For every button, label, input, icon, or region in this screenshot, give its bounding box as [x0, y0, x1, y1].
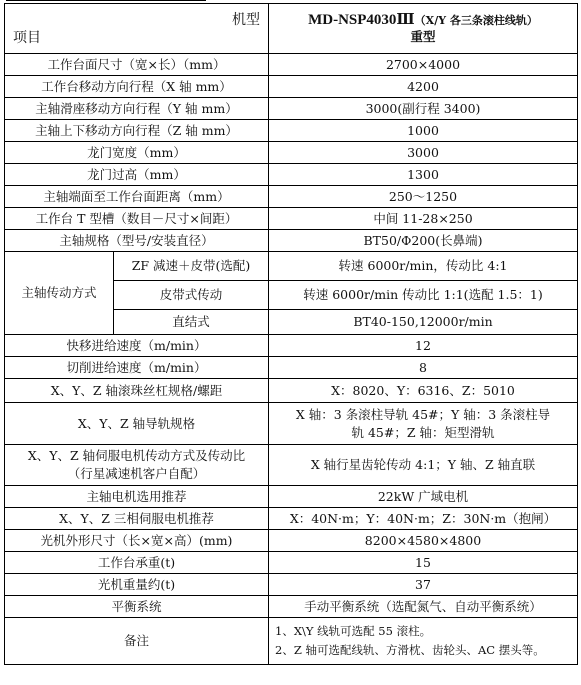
guide-value	[269, 403, 578, 445]
servo-row	[5, 445, 578, 486]
model-note: （X/Y 各三条滚柱线轨）	[414, 14, 538, 27]
table-row	[5, 142, 578, 164]
table-row	[5, 508, 578, 530]
servo-label	[5, 445, 269, 486]
row-label: X、Y、Z 轴滚珠丝杠规格/螺距	[5, 379, 269, 403]
table-row	[5, 574, 578, 596]
header-diagonal-cell	[5, 4, 269, 54]
guide-value-line1: X 轴：3 条滚柱导轨 45#；Y 轴：3 条滚柱导	[295, 406, 551, 422]
drive-item-value: 转速 6000r/min，传动比 4:1	[269, 252, 578, 281]
row-label: 快移进给速度（m/min）	[5, 335, 269, 357]
row-value: 中间 11-28×250	[269, 208, 578, 230]
row-label: 光机外形尺寸（长×宽×高）(mm)	[5, 530, 269, 552]
drive-item-label: 直结式	[114, 310, 269, 335]
row-value: 3000(副行程 3400)	[269, 98, 578, 120]
table-row	[5, 76, 578, 98]
spec-table	[4, 3, 578, 665]
guide-row	[5, 403, 578, 445]
row-label: 主轴规格（型号/安装直径）	[5, 230, 269, 252]
table-row	[5, 552, 578, 574]
row-label: 工作台 T 型槽（数目－尺寸×间距）	[5, 208, 269, 230]
row-value: 1000	[269, 120, 578, 142]
drive-row	[5, 252, 578, 281]
servo-value: X 轴行星齿轮传动 4:1；Y 轴、Z 轴直联	[269, 445, 578, 486]
model-type: 重型	[410, 29, 436, 44]
row-label: 龙门宽度（mm）	[5, 142, 269, 164]
table-row	[5, 335, 578, 357]
table-row	[5, 530, 578, 552]
row-label: X、Y、Z 三相伺服电机推荐	[5, 508, 269, 530]
row-value: 37	[269, 574, 578, 596]
row-value: 12	[269, 335, 578, 357]
notes-value	[269, 618, 578, 665]
row-label: 工作台面尺寸（宽×长）（mm）	[5, 54, 269, 76]
drive-group-label: 主轴传动方式	[5, 252, 114, 335]
row-label: 切削进给速度（m/min）	[5, 357, 269, 379]
table-row	[5, 230, 578, 252]
row-value: X：40N·m；Y：40N·m；Z：30N·m（抱闸）	[269, 508, 578, 530]
table-row	[5, 596, 578, 618]
model-header-cell	[269, 4, 578, 54]
servo-label-line2: （行星减速机客户自配）	[67, 466, 206, 481]
model-label: 机型	[232, 11, 260, 28]
row-value: 22kW 广域电机	[269, 486, 578, 508]
table-row	[5, 98, 578, 120]
table-row	[5, 486, 578, 508]
item-label: 项目	[13, 29, 41, 46]
guide-value-line2: 轨 45#；Z 轴：矩型滑轨	[351, 424, 495, 440]
row-label: 光机重量约(t)	[5, 574, 269, 596]
drive-item-value: BT40-150,12000r/min	[269, 310, 578, 335]
table-row	[5, 164, 578, 186]
header-row	[5, 4, 578, 54]
table-row	[5, 208, 578, 230]
table-row	[5, 54, 578, 76]
row-label: 主轴电机选用推荐	[5, 486, 269, 508]
drive-item-value: 转速 6000r/min 传动比 1:1(选配 1.5：1)	[269, 281, 578, 310]
notes-row	[5, 618, 578, 665]
row-value: BT50/Φ200(长鼻端)	[269, 230, 578, 252]
table-row	[5, 357, 578, 379]
row-value: 250～1250	[269, 186, 578, 208]
row-label: 平衡系统	[5, 596, 269, 618]
note-line2: 2、Z 轴可选配线轨、方滑枕、齿轮头、AC 摆头等。	[275, 643, 545, 657]
row-value: 手动平衡系统（选配氮气、自动平衡系统）	[269, 596, 578, 618]
row-label: 龙门过高（mm）	[5, 164, 269, 186]
row-value: 2700×4000	[269, 54, 578, 76]
drive-item-label: ZF 减速＋皮带(选配)	[114, 252, 269, 281]
servo-label-line1: X、Y、Z 轴伺服电机传动方式及传动比	[27, 448, 246, 463]
table-row	[5, 120, 578, 142]
row-label: 工作台承重(t)	[5, 552, 269, 574]
note-line1: 1、X\Y 线轨可选配 55 滚柱。	[275, 624, 432, 638]
row-value: 3000	[269, 142, 578, 164]
table-row	[5, 379, 578, 403]
row-value: 8	[269, 357, 578, 379]
model-name: MD-NSP4030Ⅲ	[308, 12, 415, 28]
row-value: 1300	[269, 164, 578, 186]
guide-label: X、Y、Z 轴导轨规格	[5, 403, 269, 445]
notes-label: 备注	[5, 618, 269, 665]
row-value: 4200	[269, 76, 578, 98]
row-label: 工作台移动方向行程（X 轴 mm）	[5, 76, 269, 98]
row-value: X：8020、Y：6316、Z：5010	[269, 379, 578, 403]
row-label: 主轴滑座移动方向行程（Y 轴 mm）	[5, 98, 269, 120]
drive-item-label: 皮带式传动	[114, 281, 269, 310]
row-value: 15	[269, 552, 578, 574]
row-label: 主轴上下移动方向行程（Z 轴 mm）	[5, 120, 269, 142]
row-label: 主轴端面至工作台面距离（mm）	[5, 186, 269, 208]
row-value: 8200×4580×4800	[269, 530, 578, 552]
table-row	[5, 186, 578, 208]
